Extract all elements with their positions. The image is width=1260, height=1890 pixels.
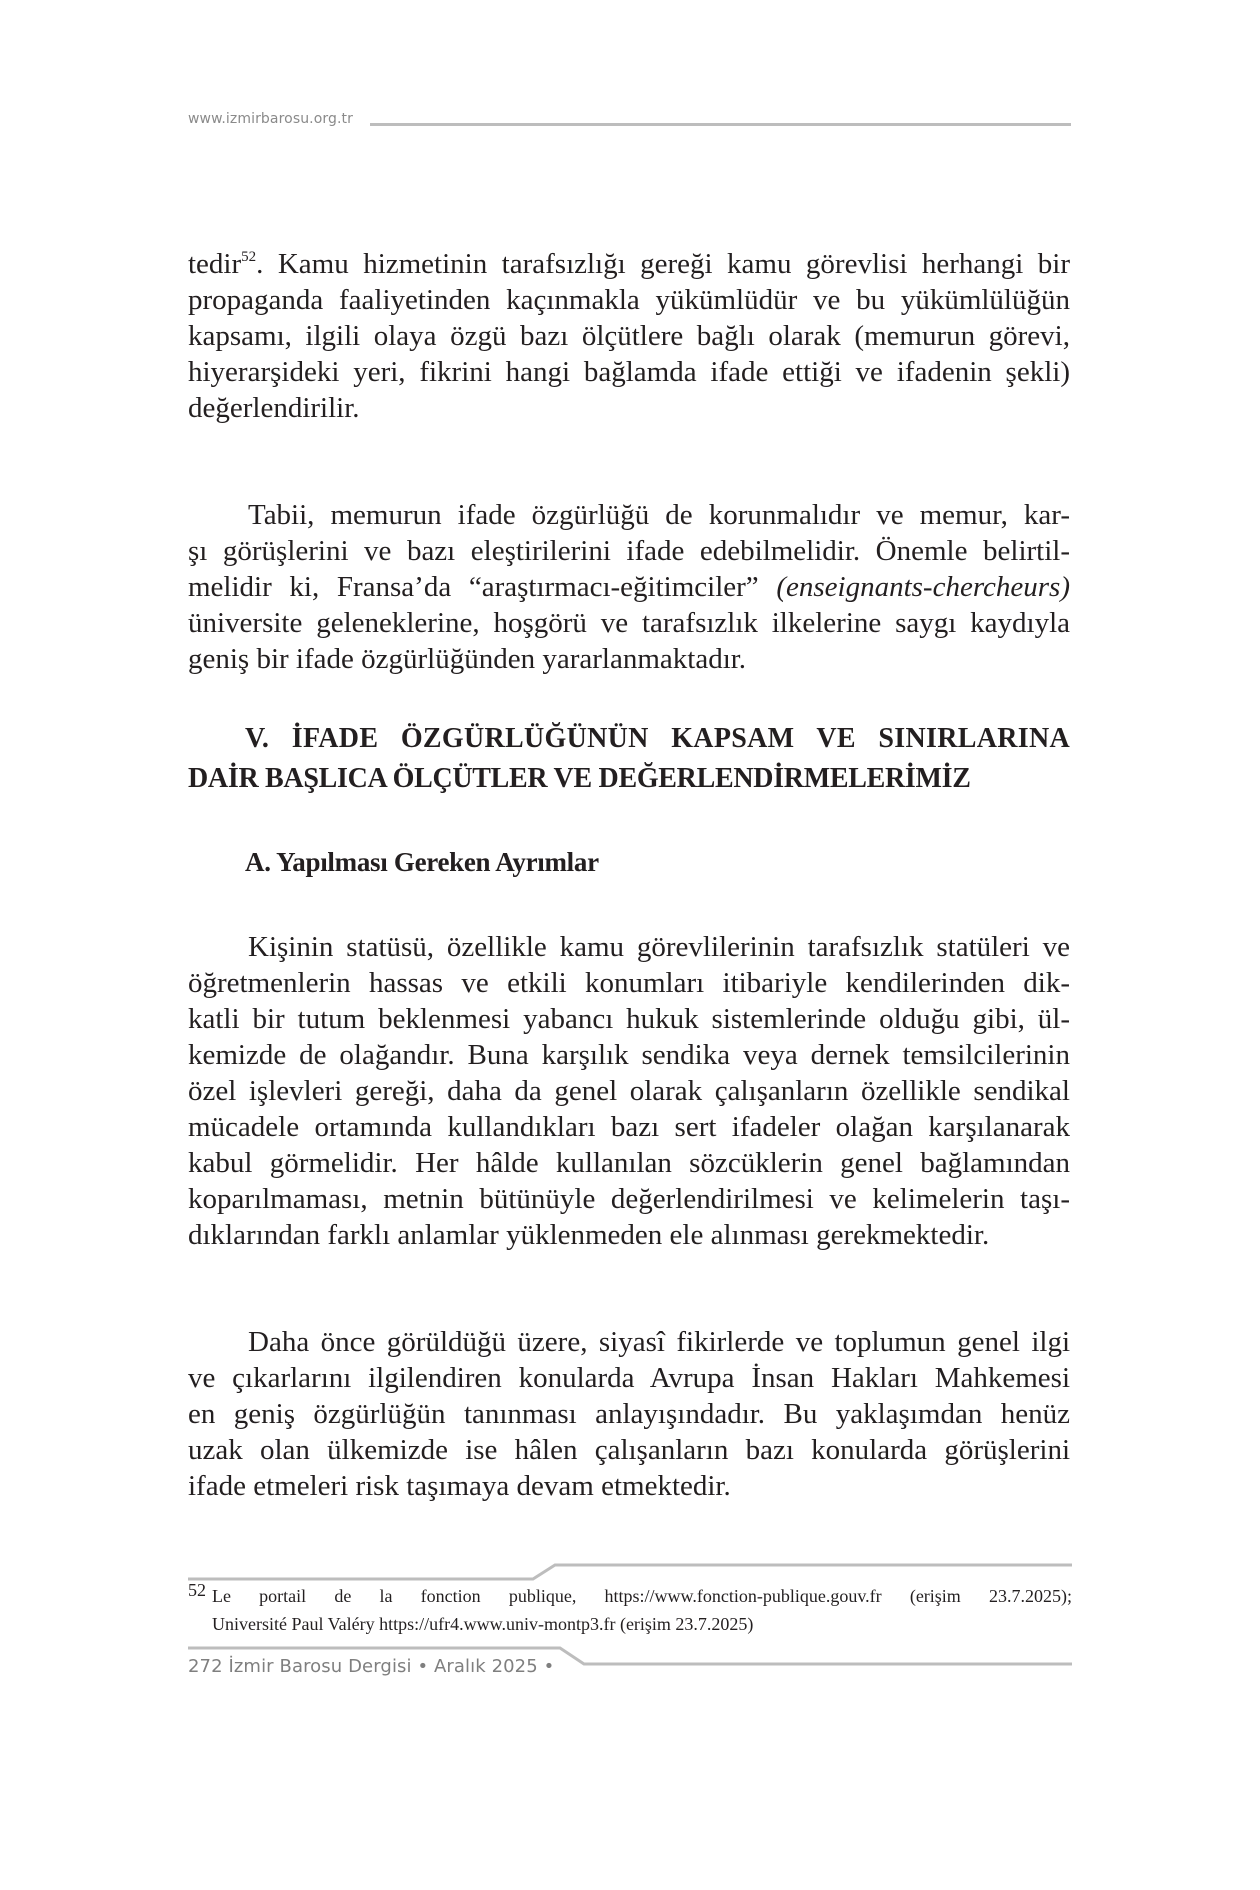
paragraph-line: kapsamı, ilgili olaya özgü bazı ölçütlere bağlı olarak (memurun görevi,	[188, 320, 1070, 352]
footnote-line[interactable]: Université Paul Valéry https://ufr4.www.univ-montp3.fr (erişim 23.7.2025)	[212, 1614, 754, 1634]
paragraph-line: mücadele ortamında kullandıkları bazı sert ifadeler olağan karşılanarak	[188, 1111, 1070, 1143]
paragraph-line: ifade etmeleri risk taşımaya devam etmektedir.	[188, 1470, 731, 1502]
paragraph-line: şı görüşlerini ve bazı eleştirilerini ifade edebilmelidir. Önemle belirtil-	[188, 535, 1070, 567]
subsection-heading	[188, 842, 1070, 882]
footnote-52	[188, 1582, 1072, 1638]
section-heading-line: V. İFADE ÖZGÜRLÜĞÜNÜN KAPSAM VE SINIRLARINA	[245, 723, 1070, 754]
paragraph-2	[188, 497, 1070, 677]
paragraph-1	[188, 246, 1070, 426]
header-website-url: www.izmirbarosu.org.tr	[188, 111, 353, 127]
header-rule	[370, 123, 1071, 126]
paragraph-line: Daha önce görüldüğü üzere, siyasî fikirlerde ve toplumun genel ilgi	[248, 1326, 1070, 1358]
line-text: . Kamu hizmetinin tarafsızlığı gereği kamu görevlisi herhangi bir	[256, 248, 1070, 280]
paragraph-line: geniş bir ifade özgürlüğünden yararlanmaktadır.	[188, 643, 747, 675]
subsection-heading-text: A. Yapılması Gereken Ayrımlar	[245, 847, 599, 877]
paragraph-line: üniversite geleneklerine, hoşgörü ve tarafsızlık ilkelerine saygı kaydıyla	[188, 607, 1070, 639]
footnote-divider	[188, 1560, 1072, 1584]
line-text: melidir ki, Fransa’da “araştırmacı-eğitimciler”	[188, 571, 777, 603]
section-heading-line: DAİR BAŞLICA ÖLÇÜTLER VE DEĞERLENDİRMELERİMİZ	[188, 763, 971, 794]
paragraph-line: en geniş özgürlüğün tanınması anlayışındadır. Bu yaklaşımdan henüz	[188, 1398, 1070, 1430]
line-text: tedir	[188, 248, 242, 280]
footnote-ref-52[interactable]: 52	[241, 249, 257, 265]
section-heading	[188, 719, 1070, 799]
footer-journal-info: 272 İzmir Barosu Dergisi • Aralık 2025 •	[188, 1656, 555, 1677]
paragraph-line: propaganda faaliyetinden kaçınmakla yükümlüdür ve bu yükümlülüğün	[188, 284, 1070, 316]
paragraph-line: Tabii, memurun ifade özgürlüğü de korunmalıdır ve memur, kar-	[248, 499, 1070, 531]
footnote-line	[188, 1582, 1072, 1610]
paragraph-line: ve çıkarlarını ilgilendiren konularda Avrupa İnsan Hakları Mahkemesi	[188, 1362, 1070, 1394]
paragraph-line: uzak olan ülkemizde ise hâlen çalışanların bazı konularda görüşlerini	[188, 1434, 1070, 1466]
paragraph-line: Kişinin statüsü, özellikle kamu görevlilerinin tarafsızlık statüleri ve	[248, 931, 1070, 963]
paragraph-3	[188, 929, 1070, 1253]
paragraph-line: hiyerarşideki yeri, fikrini hangi bağlamda ifade ettiği ve ifadenin şekli)	[188, 356, 1070, 388]
paragraph-line: koparılmaması, metnin bütünüyle değerlendirilmesi ve kelimelerin taşı-	[188, 1183, 1070, 1215]
paragraph-4	[188, 1324, 1070, 1504]
footnote-number: 52	[188, 1580, 206, 1600]
paragraph-line: katli bir tutum beklenmesi yabancı hukuk sistemlerinde olduğu gibi, ül-	[188, 1003, 1070, 1035]
paragraph-line: değerlendirilir.	[188, 392, 360, 424]
paragraph-line: kabul görmelidir. Her hâlde kullanılan sözcüklerin genel bağlamından	[188, 1147, 1070, 1179]
paragraph-line: dıklarından farklı anlamlar yüklenmeden ele alınması gerekmektedir.	[188, 1219, 990, 1251]
paragraph-line: öğretmenlerin hassas ve etkili konumları itibariyle kendilerinden dik-	[188, 967, 1070, 999]
paragraph-line: kemizde de olağandır. Buna karşılık sendika veya dernek temsilcilerinin	[188, 1039, 1070, 1071]
paragraph-line	[188, 569, 1070, 605]
italic-term: (enseignants-chercheurs)	[776, 571, 1070, 603]
paragraph-line	[188, 246, 1070, 282]
paragraph-line: özel işlevleri gereği, daha da genel olarak çalışanların özellikle sendikal	[188, 1075, 1070, 1107]
footnote-text[interactable]: Le portail de la fonction publique, https://www.fonction-publique.gouv.fr (erişim 23.7.2025);	[212, 1586, 1072, 1606]
